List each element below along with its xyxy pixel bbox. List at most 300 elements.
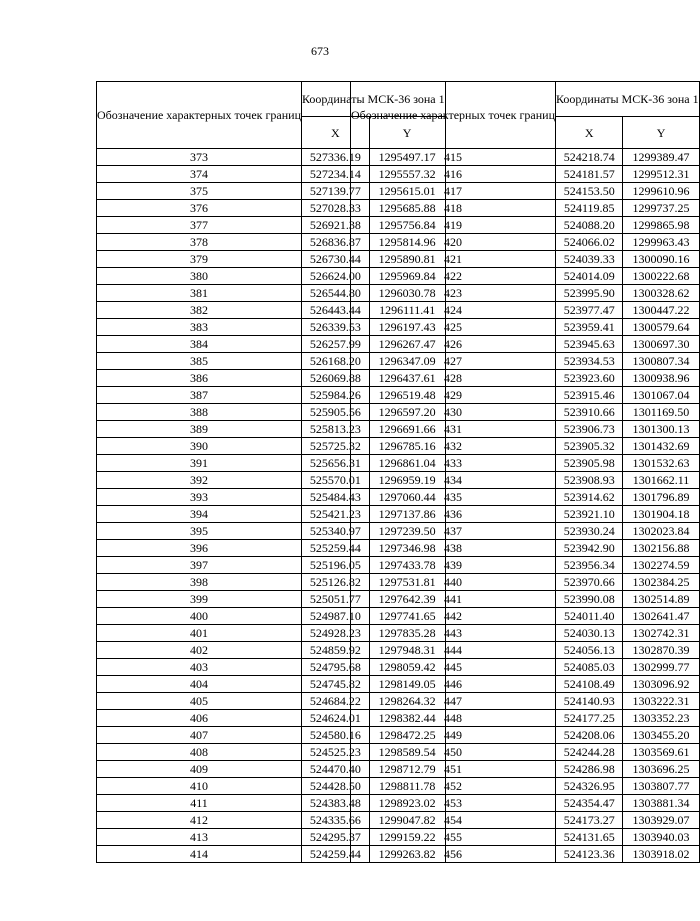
y-coordinate-cell: 1297239.50 bbox=[369, 523, 445, 540]
y-coordinate-cell: 1302514.89 bbox=[623, 591, 699, 608]
point-number-cell: 418 bbox=[351, 200, 556, 217]
table-row bbox=[351, 336, 700, 353]
y-coordinate-cell: 1296030.78 bbox=[369, 285, 445, 302]
point-number-cell: 430 bbox=[351, 404, 556, 421]
y-coordinate-cell: 1302274.59 bbox=[623, 557, 699, 574]
x-coordinate-cell: 524326.95 bbox=[556, 778, 623, 795]
table-row bbox=[351, 285, 700, 302]
y-coordinate-cell: 1297433.78 bbox=[369, 557, 445, 574]
y-coordinate-cell: 1301432.69 bbox=[623, 438, 699, 455]
x-coordinate-cell: 526443.44 bbox=[302, 302, 370, 319]
x-coordinate-cell: 524088.20 bbox=[556, 217, 623, 234]
y-coordinate-cell: 1303807.77 bbox=[623, 778, 699, 795]
point-number-cell: 419 bbox=[351, 217, 556, 234]
point-number-cell: 435 bbox=[351, 489, 556, 506]
x-coordinate-cell: 523942.90 bbox=[556, 540, 623, 557]
table-row bbox=[351, 421, 700, 438]
y-coordinate-cell: 1296111.41 bbox=[369, 302, 445, 319]
point-number-cell: 405 bbox=[97, 693, 302, 710]
x-coordinate-cell: 526544.80 bbox=[302, 285, 370, 302]
table-row bbox=[351, 268, 700, 285]
y-coordinate-cell: 1296267.47 bbox=[369, 336, 445, 353]
y-coordinate-cell: 1302870.39 bbox=[623, 642, 699, 659]
table-row bbox=[351, 574, 700, 591]
table-row bbox=[351, 795, 700, 812]
x-coordinate-cell: 524218.74 bbox=[556, 149, 623, 166]
y-coordinate-cell: 1298712.79 bbox=[369, 761, 445, 778]
point-number-cell: 389 bbox=[97, 421, 302, 438]
x-coordinate-cell: 526168.20 bbox=[302, 353, 370, 370]
x-coordinate-cell: 524085.03 bbox=[556, 659, 623, 676]
y-coordinate-cell: 1300938.96 bbox=[623, 370, 699, 387]
point-number-cell: 383 bbox=[97, 319, 302, 336]
y-coordinate-cell: 1303929.07 bbox=[623, 812, 699, 829]
y-coordinate-cell: 1303096.92 bbox=[623, 676, 699, 693]
y-coordinate-cell: 1302641.47 bbox=[623, 608, 699, 625]
point-number-cell: 449 bbox=[351, 727, 556, 744]
y-coordinate-cell: 1296785.16 bbox=[369, 438, 445, 455]
y-coordinate-cell: 1301169.50 bbox=[623, 404, 699, 421]
table-row bbox=[351, 710, 700, 727]
point-number-cell: 422 bbox=[351, 268, 556, 285]
y-coordinate-cell: 1295890.81 bbox=[369, 251, 445, 268]
point-number-cell: 426 bbox=[351, 336, 556, 353]
table-row bbox=[351, 846, 700, 863]
x-coordinate-cell: 524108.49 bbox=[556, 676, 623, 693]
point-number-cell: 403 bbox=[97, 659, 302, 676]
y-coordinate-cell: 1299159.22 bbox=[369, 829, 445, 846]
x-coordinate-cell: 523970.66 bbox=[556, 574, 623, 591]
x-coordinate-cell: 527028.33 bbox=[302, 200, 370, 217]
point-number-cell: 386 bbox=[97, 370, 302, 387]
y-coordinate-cell: 1299512.31 bbox=[623, 166, 699, 183]
x-coordinate-cell: 523959.41 bbox=[556, 319, 623, 336]
table-row bbox=[351, 829, 700, 846]
x-coordinate-cell: 524131.65 bbox=[556, 829, 623, 846]
point-number-cell: 436 bbox=[351, 506, 556, 523]
x-coordinate-cell: 524173.27 bbox=[556, 812, 623, 829]
x-coordinate-cell: 524383.48 bbox=[302, 795, 370, 812]
y-coordinate-cell: 1296519.48 bbox=[369, 387, 445, 404]
point-number-cell: 455 bbox=[351, 829, 556, 846]
y-coordinate-cell: 1299389.47 bbox=[623, 149, 699, 166]
y-coordinate-cell: 1298382.44 bbox=[369, 710, 445, 727]
point-number-cell: 441 bbox=[351, 591, 556, 608]
x-coordinate-cell: 524140.93 bbox=[556, 693, 623, 710]
point-number-cell: 388 bbox=[97, 404, 302, 421]
x-coordinate-cell: 523956.34 bbox=[556, 557, 623, 574]
x-coordinate-cell: 526921.38 bbox=[302, 217, 370, 234]
x-coordinate-cell: 525051.77 bbox=[302, 591, 370, 608]
x-coordinate-cell: 523977.47 bbox=[556, 302, 623, 319]
point-number-cell: 416 bbox=[351, 166, 556, 183]
y-coordinate-cell: 1296347.09 bbox=[369, 353, 445, 370]
point-number-cell: 440 bbox=[351, 574, 556, 591]
y-coordinate-cell: 1297060.44 bbox=[369, 489, 445, 506]
x-coordinate-cell: 525813.23 bbox=[302, 421, 370, 438]
y-coordinate-cell: 1302384.25 bbox=[623, 574, 699, 591]
table-row bbox=[351, 778, 700, 795]
x-coordinate-cell: 523921.10 bbox=[556, 506, 623, 523]
x-coordinate-cell: 524181.57 bbox=[556, 166, 623, 183]
x-coordinate-cell: 524286.98 bbox=[556, 761, 623, 778]
x-coordinate-cell: 524354.47 bbox=[556, 795, 623, 812]
x-coordinate-cell: 523905.32 bbox=[556, 438, 623, 455]
y-coordinate-cell: 1302999.77 bbox=[623, 659, 699, 676]
point-number-cell: 396 bbox=[97, 540, 302, 557]
table-row bbox=[351, 455, 700, 472]
point-number-cell: 447 bbox=[351, 693, 556, 710]
table-row bbox=[351, 234, 700, 251]
x-coordinate-cell: 527139.77 bbox=[302, 183, 370, 200]
header-coordinates: Координаты МСК-36 зона 1 bbox=[302, 82, 446, 117]
point-number-cell: 380 bbox=[97, 268, 302, 285]
table-row bbox=[351, 506, 700, 523]
table-row bbox=[351, 523, 700, 540]
point-number-cell: 392 bbox=[97, 472, 302, 489]
x-coordinate-cell: 524525.23 bbox=[302, 744, 370, 761]
table-row bbox=[351, 761, 700, 778]
y-coordinate-cell: 1298472.25 bbox=[369, 727, 445, 744]
y-coordinate-cell: 1297948.31 bbox=[369, 642, 445, 659]
x-coordinate-cell: 524011.40 bbox=[556, 608, 623, 625]
y-coordinate-cell: 1296959.19 bbox=[369, 472, 445, 489]
point-number-cell: 438 bbox=[351, 540, 556, 557]
y-coordinate-cell: 1300328.62 bbox=[623, 285, 699, 302]
y-coordinate-cell: 1301532.63 bbox=[623, 455, 699, 472]
point-number-cell: 394 bbox=[97, 506, 302, 523]
x-coordinate-cell: 523995.90 bbox=[556, 285, 623, 302]
x-coordinate-cell: 525259.44 bbox=[302, 540, 370, 557]
y-coordinate-cell: 1303940.03 bbox=[623, 829, 699, 846]
point-number-cell: 410 bbox=[97, 778, 302, 795]
x-coordinate-cell: 524119.85 bbox=[556, 200, 623, 217]
header-x: X bbox=[302, 117, 370, 149]
x-coordinate-cell: 526069.88 bbox=[302, 370, 370, 387]
table-row bbox=[351, 676, 700, 693]
point-number-cell: 384 bbox=[97, 336, 302, 353]
x-coordinate-cell: 524580.16 bbox=[302, 727, 370, 744]
y-coordinate-cell: 1295615.01 bbox=[369, 183, 445, 200]
point-number-cell: 446 bbox=[351, 676, 556, 693]
table-row bbox=[351, 166, 700, 183]
y-coordinate-cell: 1295685.88 bbox=[369, 200, 445, 217]
y-coordinate-cell: 1303222.31 bbox=[623, 693, 699, 710]
y-coordinate-cell: 1297531.81 bbox=[369, 574, 445, 591]
point-number-cell: 451 bbox=[351, 761, 556, 778]
x-coordinate-cell: 523930.24 bbox=[556, 523, 623, 540]
point-number-cell: 412 bbox=[97, 812, 302, 829]
point-number-cell: 385 bbox=[97, 353, 302, 370]
y-coordinate-cell: 1298811.78 bbox=[369, 778, 445, 795]
x-coordinate-cell: 526257.99 bbox=[302, 336, 370, 353]
point-number-cell: 382 bbox=[97, 302, 302, 319]
point-number-cell: 407 bbox=[97, 727, 302, 744]
y-coordinate-cell: 1300447.22 bbox=[623, 302, 699, 319]
y-coordinate-cell: 1296437.61 bbox=[369, 370, 445, 387]
y-coordinate-cell: 1300222.68 bbox=[623, 268, 699, 285]
x-coordinate-cell: 524987.10 bbox=[302, 608, 370, 625]
header-y: Y bbox=[369, 117, 445, 149]
y-coordinate-cell: 1297642.39 bbox=[369, 591, 445, 608]
x-coordinate-cell: 523923.60 bbox=[556, 370, 623, 387]
y-coordinate-cell: 1296691.66 bbox=[369, 421, 445, 438]
y-coordinate-cell: 1297835.28 bbox=[369, 625, 445, 642]
point-number-cell: 391 bbox=[97, 455, 302, 472]
point-number-cell: 376 bbox=[97, 200, 302, 217]
y-coordinate-cell: 1300807.34 bbox=[623, 353, 699, 370]
y-coordinate-cell: 1303569.61 bbox=[623, 744, 699, 761]
x-coordinate-cell: 524745.82 bbox=[302, 676, 370, 693]
x-coordinate-cell: 523905.98 bbox=[556, 455, 623, 472]
y-coordinate-cell: 1300579.64 bbox=[623, 319, 699, 336]
y-coordinate-cell: 1297137.86 bbox=[369, 506, 445, 523]
point-number-cell: 423 bbox=[351, 285, 556, 302]
table-row bbox=[351, 370, 700, 387]
table-row bbox=[351, 217, 700, 234]
x-coordinate-cell: 524428.50 bbox=[302, 778, 370, 795]
point-number-cell: 448 bbox=[351, 710, 556, 727]
y-coordinate-cell: 1295497.17 bbox=[369, 149, 445, 166]
x-coordinate-cell: 524859.92 bbox=[302, 642, 370, 659]
point-number-cell: 395 bbox=[97, 523, 302, 540]
header-point-designation: Обозначение характерных точек границ bbox=[351, 82, 556, 149]
table-row bbox=[351, 693, 700, 710]
point-number-cell: 450 bbox=[351, 744, 556, 761]
header-coordinates: Координаты МСК-36 зона 1 bbox=[556, 82, 700, 117]
point-number-cell: 378 bbox=[97, 234, 302, 251]
x-coordinate-cell: 526339.53 bbox=[302, 319, 370, 336]
y-coordinate-cell: 1302156.88 bbox=[623, 540, 699, 557]
point-number-cell: 413 bbox=[97, 829, 302, 846]
point-number-cell: 444 bbox=[351, 642, 556, 659]
table-row bbox=[351, 812, 700, 829]
point-number-cell: 374 bbox=[97, 166, 302, 183]
y-coordinate-cell: 1295814.96 bbox=[369, 234, 445, 251]
point-number-cell: 411 bbox=[97, 795, 302, 812]
y-coordinate-cell: 1298149.05 bbox=[369, 676, 445, 693]
x-coordinate-cell: 524066.02 bbox=[556, 234, 623, 251]
x-coordinate-cell: 523914.62 bbox=[556, 489, 623, 506]
y-coordinate-cell: 1299263.82 bbox=[369, 846, 445, 863]
y-coordinate-cell: 1295557.32 bbox=[369, 166, 445, 183]
point-number-cell: 442 bbox=[351, 608, 556, 625]
table-row bbox=[351, 727, 700, 744]
y-coordinate-cell: 1298059.42 bbox=[369, 659, 445, 676]
y-coordinate-cell: 1298923.02 bbox=[369, 795, 445, 812]
table-row bbox=[351, 183, 700, 200]
table-row bbox=[351, 642, 700, 659]
point-number-cell: 452 bbox=[351, 778, 556, 795]
point-number-cell: 417 bbox=[351, 183, 556, 200]
y-coordinate-cell: 1296197.43 bbox=[369, 319, 445, 336]
y-coordinate-cell: 1301662.11 bbox=[623, 472, 699, 489]
y-coordinate-cell: 1299047.82 bbox=[369, 812, 445, 829]
point-number-cell: 377 bbox=[97, 217, 302, 234]
table-row bbox=[351, 472, 700, 489]
point-number-cell: 409 bbox=[97, 761, 302, 778]
point-number-cell: 437 bbox=[351, 523, 556, 540]
x-coordinate-cell: 527234.14 bbox=[302, 166, 370, 183]
x-coordinate-cell: 525984.26 bbox=[302, 387, 370, 404]
point-number-cell: 379 bbox=[97, 251, 302, 268]
x-coordinate-cell: 524208.06 bbox=[556, 727, 623, 744]
point-number-cell: 425 bbox=[351, 319, 556, 336]
y-coordinate-cell: 1296861.04 bbox=[369, 455, 445, 472]
x-coordinate-cell: 524470.40 bbox=[302, 761, 370, 778]
y-coordinate-cell: 1302023.84 bbox=[623, 523, 699, 540]
y-coordinate-cell: 1295969.84 bbox=[369, 268, 445, 285]
point-number-cell: 427 bbox=[351, 353, 556, 370]
y-coordinate-cell: 1295756.84 bbox=[369, 217, 445, 234]
y-coordinate-cell: 1301796.89 bbox=[623, 489, 699, 506]
x-coordinate-cell: 523908.93 bbox=[556, 472, 623, 489]
header-x: X bbox=[556, 117, 623, 149]
x-coordinate-cell: 523915.46 bbox=[556, 387, 623, 404]
point-number-cell: 445 bbox=[351, 659, 556, 676]
x-coordinate-cell: 525725.32 bbox=[302, 438, 370, 455]
x-coordinate-cell: 525570.01 bbox=[302, 472, 370, 489]
table-row bbox=[351, 438, 700, 455]
y-coordinate-cell: 1297741.65 bbox=[369, 608, 445, 625]
y-coordinate-cell: 1298264.32 bbox=[369, 693, 445, 710]
x-coordinate-cell: 523934.53 bbox=[556, 353, 623, 370]
x-coordinate-cell: 525656.31 bbox=[302, 455, 370, 472]
x-coordinate-cell: 524030.13 bbox=[556, 625, 623, 642]
table-row bbox=[351, 404, 700, 421]
x-coordinate-cell: 527336.19 bbox=[302, 149, 370, 166]
y-coordinate-cell: 1300090.16 bbox=[623, 251, 699, 268]
x-coordinate-cell: 524123.36 bbox=[556, 846, 623, 863]
point-number-cell: 454 bbox=[351, 812, 556, 829]
point-number-cell: 434 bbox=[351, 472, 556, 489]
x-coordinate-cell: 526836.87 bbox=[302, 234, 370, 251]
x-coordinate-cell: 526624.00 bbox=[302, 268, 370, 285]
point-number-cell: 432 bbox=[351, 438, 556, 455]
table-row bbox=[351, 319, 700, 336]
table-row bbox=[351, 608, 700, 625]
point-number-cell: 373 bbox=[97, 149, 302, 166]
point-number-cell: 456 bbox=[351, 846, 556, 863]
point-number-cell: 390 bbox=[97, 438, 302, 455]
x-coordinate-cell: 524795.68 bbox=[302, 659, 370, 676]
point-number-cell: 414 bbox=[97, 846, 302, 863]
y-coordinate-cell: 1296597.20 bbox=[369, 404, 445, 421]
coordinates-table-right bbox=[350, 81, 700, 863]
x-coordinate-cell: 525196.05 bbox=[302, 557, 370, 574]
x-coordinate-cell: 525340.97 bbox=[302, 523, 370, 540]
x-coordinate-cell: 526730.44 bbox=[302, 251, 370, 268]
point-number-cell: 400 bbox=[97, 608, 302, 625]
y-coordinate-cell: 1303881.34 bbox=[623, 795, 699, 812]
table-row bbox=[351, 489, 700, 506]
x-coordinate-cell: 524684.22 bbox=[302, 693, 370, 710]
table-row bbox=[351, 302, 700, 319]
y-coordinate-cell: 1299610.96 bbox=[623, 183, 699, 200]
point-number-cell: 443 bbox=[351, 625, 556, 642]
x-coordinate-cell: 523910.66 bbox=[556, 404, 623, 421]
x-coordinate-cell: 524153.50 bbox=[556, 183, 623, 200]
point-number-cell: 404 bbox=[97, 676, 302, 693]
table-row bbox=[351, 659, 700, 676]
x-coordinate-cell: 524039.33 bbox=[556, 251, 623, 268]
x-coordinate-cell: 524177.25 bbox=[556, 710, 623, 727]
x-coordinate-cell: 523945.63 bbox=[556, 336, 623, 353]
point-number-cell: 421 bbox=[351, 251, 556, 268]
x-coordinate-cell: 525905.56 bbox=[302, 404, 370, 421]
point-number-cell: 453 bbox=[351, 795, 556, 812]
y-coordinate-cell: 1301300.13 bbox=[623, 421, 699, 438]
table-row bbox=[351, 744, 700, 761]
table-row bbox=[351, 251, 700, 268]
y-coordinate-cell: 1299865.98 bbox=[623, 217, 699, 234]
point-number-cell: 387 bbox=[97, 387, 302, 404]
point-number-cell: 408 bbox=[97, 744, 302, 761]
header-y: Y bbox=[623, 117, 699, 149]
x-coordinate-cell: 524624.01 bbox=[302, 710, 370, 727]
point-number-cell: 431 bbox=[351, 421, 556, 438]
table-row bbox=[351, 149, 700, 166]
y-coordinate-cell: 1299963.43 bbox=[623, 234, 699, 251]
x-coordinate-cell: 524259.44 bbox=[302, 846, 370, 863]
table-row bbox=[351, 540, 700, 557]
x-coordinate-cell: 524244.28 bbox=[556, 744, 623, 761]
y-coordinate-cell: 1303352.23 bbox=[623, 710, 699, 727]
point-number-cell: 439 bbox=[351, 557, 556, 574]
x-coordinate-cell: 525126.82 bbox=[302, 574, 370, 591]
point-number-cell: 381 bbox=[97, 285, 302, 302]
point-number-cell: 429 bbox=[351, 387, 556, 404]
x-coordinate-cell: 523906.73 bbox=[556, 421, 623, 438]
header-point-designation: Обозначение характерных точек границ bbox=[97, 82, 302, 149]
y-coordinate-cell: 1303918.02 bbox=[623, 846, 699, 863]
x-coordinate-cell: 525421.23 bbox=[302, 506, 370, 523]
page-number: 673 bbox=[311, 44, 329, 58]
y-coordinate-cell: 1300697.30 bbox=[623, 336, 699, 353]
point-number-cell: 399 bbox=[97, 591, 302, 608]
point-number-cell: 398 bbox=[97, 574, 302, 591]
y-coordinate-cell: 1302742.31 bbox=[623, 625, 699, 642]
point-number-cell: 428 bbox=[351, 370, 556, 387]
x-coordinate-cell: 524056.13 bbox=[556, 642, 623, 659]
point-number-cell: 406 bbox=[97, 710, 302, 727]
table-row bbox=[351, 353, 700, 370]
y-coordinate-cell: 1303696.25 bbox=[623, 761, 699, 778]
table-row bbox=[351, 591, 700, 608]
x-coordinate-cell: 524928.23 bbox=[302, 625, 370, 642]
table-row bbox=[351, 557, 700, 574]
y-coordinate-cell: 1303455.20 bbox=[623, 727, 699, 744]
point-number-cell: 420 bbox=[351, 234, 556, 251]
point-number-cell: 393 bbox=[97, 489, 302, 506]
x-coordinate-cell: 524335.66 bbox=[302, 812, 370, 829]
point-number-cell: 401 bbox=[97, 625, 302, 642]
x-coordinate-cell: 524014.09 bbox=[556, 268, 623, 285]
table-row bbox=[351, 200, 700, 217]
x-coordinate-cell: 524295.37 bbox=[302, 829, 370, 846]
point-number-cell: 397 bbox=[97, 557, 302, 574]
point-number-cell: 375 bbox=[97, 183, 302, 200]
y-coordinate-cell: 1299737.25 bbox=[623, 200, 699, 217]
x-coordinate-cell: 523990.08 bbox=[556, 591, 623, 608]
table-row bbox=[351, 387, 700, 404]
point-number-cell: 433 bbox=[351, 455, 556, 472]
y-coordinate-cell: 1297346.98 bbox=[369, 540, 445, 557]
point-number-cell: 415 bbox=[351, 149, 556, 166]
point-number-cell: 402 bbox=[97, 642, 302, 659]
y-coordinate-cell: 1301904.18 bbox=[623, 506, 699, 523]
table-row bbox=[351, 625, 700, 642]
